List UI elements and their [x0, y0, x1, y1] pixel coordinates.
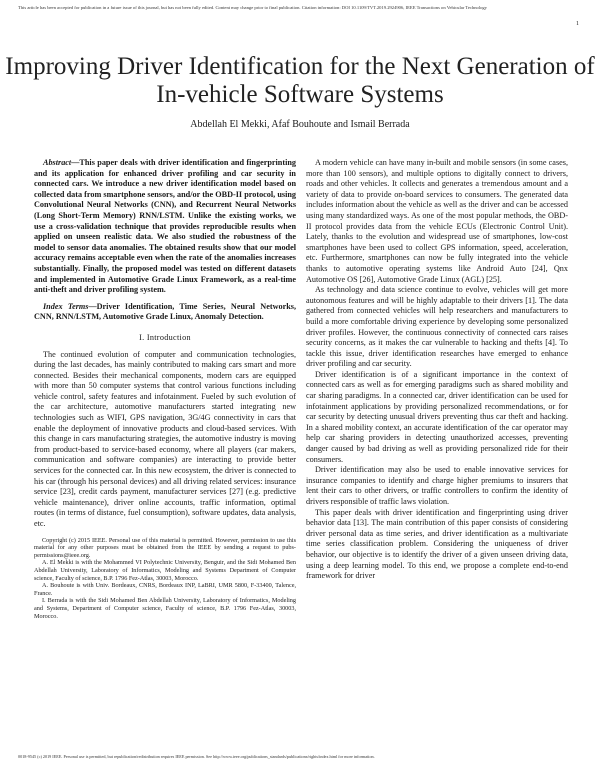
body-paragraph: The continued evolution of computer and communication technologies, during the last decades, has mainly contributed to making cars smart and more connected. Besides their mechanical components, modern cars are equipped with more than 50 computer systems that control various functions including vehicle control, safety features and infotainment. Fueled by such evolution of the car architecture, automotive manufacturers started integrating new technologies such as WIFI, GPS navigation, 3G/4G connectivity in cars that enable the deployment of innovative products and cloud-based services. With this change in cars manufacturing strategies, the automotive industry is moving from product-based to service-based economy, where all players (car makers, communication and software companies) are interacting to provide better services for the connected car. In this new ecosystem, the driver is connected to his car (through his personal devices) and all driving related services: insurance service [23], credit cards payment, manufacturer services [27] (e.g. predictive vehicle maintenance), driver online accounts, traffic information, optimal routes (in terms of distance, fuel consumption), software updates, data analysis, etc.	[34, 349, 296, 528]
abstract	[34, 158, 296, 296]
author-list: Abdellah El Mekki, Afaf Bouhoute and Ismail Berrada	[190, 119, 410, 130]
body-paragraph: As technology and data science continue to evolve, vehicles will get more autonomous features and will be highly adaptable to their drivers [1]. The data gathered from connected vehicles will help researchers and manufacturers to build a more comfortable driving experience by developing some personalized driver profiles. However, the continuous connectivity of connected cars raises security concerns, as it makes the car vulnerable to hacking and thefts [4]. To tackle this issue, driver identification researches have emerged to enhance driver profiling and car security.	[306, 285, 568, 369]
copyright-footer: 0018-9545 (c) 2019 IEEE. Personal use is permitted, but republication/redistribution requires IEEE permission. See http://www.ieee.org/publications_standards/publications/rights/index.html for more information.	[18, 754, 375, 759]
right-column	[306, 158, 568, 582]
section-heading-introduction: I. Introduction	[139, 332, 191, 342]
index-terms	[34, 302, 296, 323]
left-column	[34, 158, 296, 620]
body-paragraph: Driver identification is of a significant importance in the context of connected cars as well as for emerging paradigms such as shared mobility and car sharing paradigms. In a connected car, driver identification can be used for infotainment applications by providing personalized recommendations, or for car security by detecting unusual drivers preventing thus car theft and hacking. In a shared mobility context, an accurate identification of the car operator may help car sharing providers in detecting unauthorized accesses, preventing danger caused by bad driving as well as providing personalized ride for their consumers.	[306, 369, 568, 464]
paper-title: Improving Driver Identification for the Next Generation of In-vehicle Software Systems	[5, 53, 595, 108]
footnote-author-2: A. Bouhoute is with Univ. Bordeaux, CNRS, Bordeaux INP, LaBRI, UMR 5800, F-33400, Talence, France.	[34, 582, 296, 597]
footnotes	[34, 537, 296, 621]
journal-notice: This article has been accepted for publication in a future issue of this journal, but has not been fully edited. Content may change prior to final publication. Citation information: DOI 10.1109/TVT.2019.2924906, IEEE Transactions on Vehicular Technology	[18, 5, 487, 10]
footnote-author-3: I. Berrada is with the Sidi Mohamed Ben Abdellah University, Laboratory of Informatics, Modeling and Systems, Department of Computer science, Faculty of science, B.P. 1796 Fez-Atlas, 30003, Morocco.	[34, 597, 296, 620]
abstract-text: This paper deals with driver identification and fingerprinting and its application for enhanced driver profiling and car security in connected cars. We introduce a new driver identification model based on collected data from smartphone sensors, and/or the OBD-II protocol, using Convolutional Neural Networks (CNN), and Recurrent Neural Networks (Long Short-Term Memory) RNN/LSTM. Unlike the existing works, we use a cross-validation technique that provides reproducible results when applied on unseen realistic data. We also studied the robustness of the model to sensor data anomalies. The obtained results show that our model accuracy remains acceptable even when the rate of the anomalies increases substantially. Finally, the proposed model was tested on different datasets and implemented in Automotive Grade Linux Framework, as a real-time anti-theft and driver profiling system.	[34, 158, 296, 295]
index-terms-label: Index Terms—	[43, 301, 97, 311]
body-paragraph: A modern vehicle can have many in-built and mobile sensors (in some cases, more than 100 sensors), and multiple options to digitally connect to drivers, roads and other vehicles. It collects and generates a tremendous amount and a variety of data to provide on-board services to consumers. The generated data includes information about the vehicle as well as the driver and can be accessed using many standardized ways. As one of the most popular methods, the OBD-II protocol provides data from the vehicle ECUs (Electronic Control Unit). Lately, thanks to the evolution and widespread use of smartphones, low-cost smartphones have been used to collect GPS information, speed, acceleration, etc. Furthermore, smartphones can now be fully integrated into the vehicle thanks to automotive operating systems like Android Auto [24], Qnx Automotive OS [26], Automotive Grade Linux (AGL) [25].	[306, 158, 568, 284]
body-paragraph: Driver identification may also be used to enable innovative services for insurance companies to identify and charge higher premiums to insurers that lent their cars to other drivers, or traffic controllers to confirm the identity of drivers responsible of traffic laws violation.	[306, 465, 568, 506]
abstract-label: Abstract—	[43, 158, 80, 167]
footnote-copyright: Copyright (c) 2015 IEEE. Personal use of this material is permitted. However, permission to use this material for any other purposes must be obtained from the IEEE by sending a request to pubs-permissions@ieee.org.	[34, 536, 296, 559]
index-terms-text: Driver Identification, Time Series, Neural Networks, CNN, RNN/LSTM, Automotive Grade Linux, Anomaly Detection.	[34, 301, 296, 322]
page-number: 1	[576, 21, 579, 27]
body-paragraph: This paper deals with driver identification and fingerprinting using driver behavior data [13]. The main contribution of this paper consists of considering driver personal data as time series, and driver identification as a multivariate time series classification problem. Considering the uniqueness of driver behavior, our objective is to identify the driver of a given unseen driving data, using a deep learning model. To this end, we propose a complete end-to-end framework for driver	[306, 507, 568, 581]
footnote-author-1: A. El Mekki is with the Mohammed VI Polytechnic University, Benguir, and the Sidi Mohamed Ben Abdellah University, Laboratory of Informatics, Modeling and Systems Department of Computer science, Faculty of science, B.P. 1796 Fez-Atlas, 30003, Morocco.	[34, 559, 296, 582]
